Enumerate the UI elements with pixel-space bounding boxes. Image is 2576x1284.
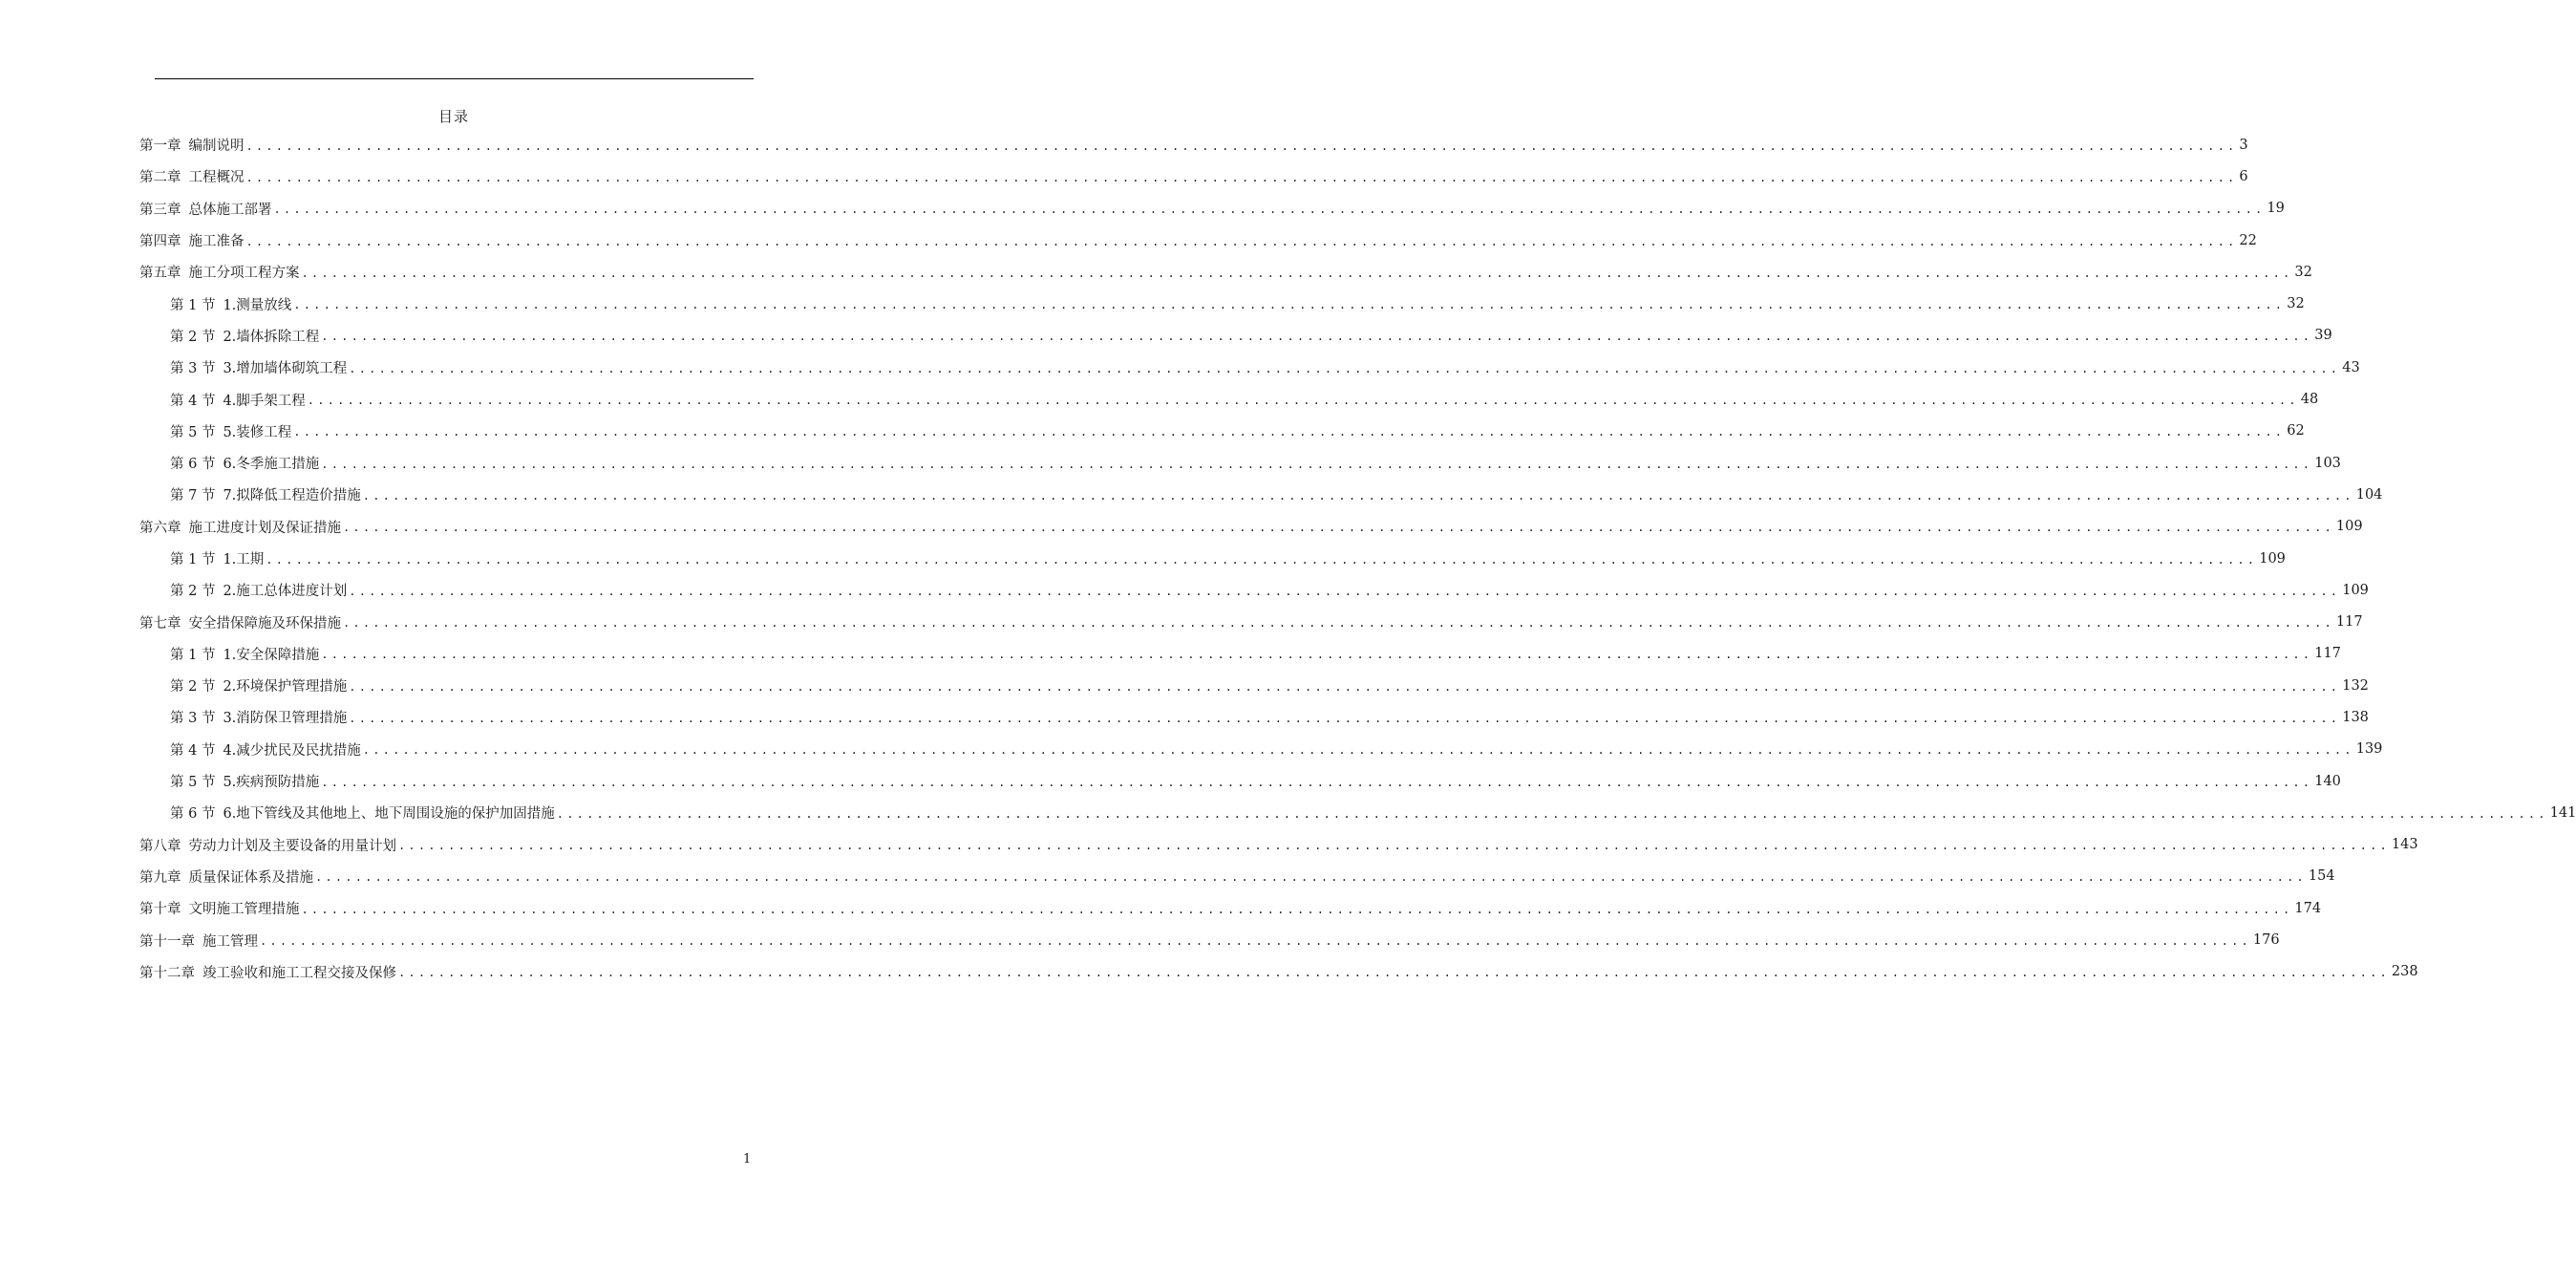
toc-entry-label — [139, 835, 396, 855]
toc-entry-prefix: 第五章 — [139, 266, 181, 282]
toc-entry-label — [170, 771, 319, 791]
toc-chapter-entry[interactable] — [139, 924, 2280, 955]
toc-section-entry[interactable] — [139, 765, 2341, 797]
toc-entry-page: 39 — [2314, 328, 2332, 344]
page-number: 1 — [743, 1152, 752, 1166]
toc-entry-page: 143 — [2391, 837, 2418, 853]
toc-dot-leader: ........................................................................................................................................................................................................ — [307, 394, 2299, 408]
toc-entry-label — [139, 166, 245, 186]
header-rule — [155, 78, 754, 79]
toc-chapter-entry[interactable] — [139, 606, 2363, 637]
toc-title: 目录 — [437, 108, 469, 125]
toc-entry-prefix: 第一章 — [139, 139, 181, 155]
toc-entry-page: 6 — [2239, 168, 2248, 184]
toc-entry-page: 32 — [2294, 264, 2312, 280]
toc-dot-leader: ........................................................................................................................................................................................................ — [266, 552, 2258, 567]
toc-entry-page: 109 — [2335, 519, 2363, 535]
toc-section-entry[interactable] — [139, 288, 2305, 319]
toc-dot-leader: ........................................................................................................................................................................................................ — [321, 775, 2313, 789]
toc-dot-leader: ........................................................................................................................................................................................................ — [362, 488, 2354, 503]
toc-entry-page: 154 — [2308, 868, 2335, 885]
toc-entry-title: 施工管理 — [202, 933, 258, 950]
toc-entry-prefix: 第三章 — [139, 202, 181, 218]
toc-entry-label — [139, 135, 245, 155]
toc-entry-prefix: 第 3 节 — [170, 711, 216, 727]
toc-section-entry[interactable] — [139, 320, 2332, 352]
toc-entry-title: 安全措保障施及环保措施 — [188, 615, 341, 631]
toc-entry-page: 117 — [2335, 614, 2363, 631]
toc-entry-title: 施工进度计划及保证措施 — [188, 520, 341, 536]
toc-entry-page: 48 — [2300, 392, 2319, 408]
toc-dot-leader: ........................................................................................................................................................................................................ — [343, 521, 2334, 535]
toc-dot-leader: ........................................................................................................................................................................................................ — [245, 234, 2238, 248]
toc-entry-label — [170, 802, 555, 823]
toc-entry-label — [170, 326, 319, 346]
toc-entry-title: 5.疾病预防措施 — [223, 775, 320, 791]
toc-entry-label — [170, 357, 347, 377]
toc-entry-prefix: 第 5 节 — [170, 775, 216, 791]
toc-entry-page: 19 — [2267, 201, 2285, 217]
toc-entry-title: 劳动力计划及主要设备的用量计划 — [188, 838, 396, 854]
toc-dot-leader: ........................................................................................................................................................................................................ — [398, 839, 2390, 853]
toc-entry-label — [170, 484, 361, 504]
toc-entry-page: 104 — [2355, 486, 2383, 503]
toc-entry-prefix: 第七章 — [139, 615, 181, 631]
toc-entry-title: 竣工验收和施工工程交接及保修 — [202, 965, 396, 981]
toc-entry-title: 6.地下管线及其他地上、地下周围设施的保护加固措施 — [223, 806, 555, 823]
toc-entry-label — [139, 931, 258, 951]
toc-entry-title: 1.测量放线 — [223, 297, 292, 313]
toc-section-entry[interactable] — [139, 734, 2383, 765]
toc-entry-page: 174 — [2294, 900, 2322, 916]
toc-dot-leader: ........................................................................................................................................................................................................ — [301, 266, 2293, 280]
toc-entry-title: 工程概况 — [188, 170, 245, 186]
toc-entry-page: 22 — [2239, 232, 2257, 248]
toc-entry-label — [139, 230, 245, 250]
toc-entry-page: 43 — [2342, 359, 2360, 375]
toc-section-entry[interactable] — [139, 574, 2369, 606]
toc-dot-leader: ........................................................................................................................................................................................................ — [349, 711, 2341, 725]
toc-entry-prefix: 第十一章 — [139, 933, 195, 950]
toc-entry-prefix: 第 6 节 — [170, 806, 216, 823]
toc-entry-prefix: 第 2 节 — [170, 584, 216, 600]
toc-dot-leader: ........................................................................................................................................................................................................ — [260, 934, 2251, 949]
toc-entry-title: 质量保证体系及措施 — [188, 869, 313, 886]
toc-entry-prefix: 第 4 节 — [170, 742, 216, 759]
toc-dot-leader: ........................................................................................................................................................................................................ — [315, 870, 2307, 885]
toc-dot-leader: ........................................................................................................................................................................................................ — [362, 743, 2354, 758]
toc-dot-leader: ........................................................................................................................................................................................................ — [321, 648, 2313, 662]
toc-chapter-entry[interactable] — [139, 511, 2363, 543]
toc-entry-label — [139, 262, 300, 282]
toc-entry-page: 117 — [2314, 646, 2341, 662]
toc-chapter-entry[interactable] — [139, 829, 2418, 861]
toc-entry-label — [139, 199, 272, 219]
toc-entry-label — [170, 739, 361, 760]
toc-section-entry[interactable] — [139, 383, 2319, 415]
toc-dot-leader: ........................................................................................................................................................................................................ — [273, 203, 2266, 217]
toc-entry-title: 3.增加墙体砌筑工程 — [223, 361, 348, 377]
toc-entry-prefix: 第 1 节 — [170, 552, 216, 567]
toc-entry-prefix: 第八章 — [139, 838, 181, 854]
toc-section-entry[interactable] — [139, 670, 2369, 701]
toc-dot-leader: ........................................................................................................................................................................................................ — [245, 139, 2238, 153]
toc-entry-title: 文明施工管理措施 — [188, 902, 300, 918]
toc-entry-label — [170, 675, 347, 696]
toc-dot-leader: ........................................................................................................................................................................................................ — [321, 330, 2313, 344]
toc-chapter-entry[interactable] — [139, 225, 2257, 256]
toc-entry-page: 109 — [2342, 582, 2369, 598]
toc-entry-title: 1.工期 — [223, 552, 265, 567]
toc-entry-title: 施工准备 — [188, 234, 245, 250]
toc-entry-label — [139, 517, 341, 537]
toc-entry-title: 施工分项工程方案 — [188, 266, 300, 282]
toc-entry-prefix: 第 3 节 — [170, 361, 216, 377]
toc-entry-title: 总体施工部署 — [188, 202, 272, 218]
toc-chapter-entry[interactable] — [139, 892, 2322, 924]
toc-dot-leader: ........................................................................................................................................................................................................ — [293, 298, 2286, 312]
toc-entry-prefix: 第 2 节 — [170, 679, 216, 696]
toc-entry-prefix: 第 7 节 — [170, 488, 216, 504]
toc-entry-label — [139, 867, 313, 887]
toc-entry-page: 109 — [2259, 550, 2286, 567]
toc-entry-prefix: 第 5 节 — [170, 424, 216, 440]
toc-dot-leader: ........................................................................................................................................................................................................ — [293, 425, 2286, 439]
toc-entry-page: 32 — [2287, 296, 2305, 312]
toc-entry-label — [170, 548, 264, 568]
toc-chapter-entry[interactable] — [139, 160, 2248, 192]
toc-entry-page: 140 — [2314, 773, 2341, 789]
toc-entry-prefix: 第九章 — [139, 869, 181, 886]
toc-entry-page: 141 — [2549, 804, 2576, 821]
toc-chapter-entry[interactable] — [139, 956, 2418, 988]
toc-dot-leader: ........................................................................................................................................................................................................ — [556, 806, 2548, 821]
toc-entry-title: 2.环境保护管理措施 — [223, 679, 348, 696]
toc-entry-prefix: 第 1 节 — [170, 297, 216, 313]
toc-section-entry[interactable] — [139, 416, 2305, 447]
toc-dot-leader: ........................................................................................................................................................................................................ — [343, 616, 2334, 631]
toc-entry-title: 5.装修工程 — [223, 424, 292, 440]
toc-entry-title: 2.施工总体进度计划 — [223, 584, 348, 600]
toc-entry-prefix: 第二章 — [139, 170, 181, 186]
toc-chapter-entry[interactable] — [139, 256, 2312, 288]
toc-entry-prefix: 第十章 — [139, 902, 181, 918]
toc-entry-prefix: 第十二章 — [139, 965, 195, 981]
toc-entry-page: 3 — [2239, 137, 2248, 153]
toc-dot-leader: ........................................................................................................................................................................................................ — [349, 584, 2341, 598]
toc-section-entry[interactable] — [139, 479, 2383, 510]
toc-entry-title: 4.脚手架工程 — [223, 393, 306, 409]
toc-dot-leader: ........................................................................................................................................................................................................ — [349, 361, 2341, 375]
toc-entry-prefix: 第 6 节 — [170, 457, 216, 473]
toc-chapter-entry[interactable] — [139, 129, 2248, 160]
toc-entry-page: 176 — [2252, 932, 2280, 949]
toc-entry-page: 138 — [2342, 709, 2369, 725]
toc-entry-prefix: 第 2 节 — [170, 329, 216, 345]
toc-dot-leader: ........................................................................................................................................................................................................ — [321, 457, 2313, 471]
toc-entry-page: 62 — [2287, 423, 2305, 439]
toc-entry-title: 7.拟降低工程造价措施 — [223, 488, 361, 504]
toc-entry-prefix: 第六章 — [139, 520, 181, 536]
toc-entry-label — [139, 962, 396, 982]
toc-entry-title: 3.消防保卫管理措施 — [223, 711, 348, 727]
toc-entry-page: 132 — [2342, 677, 2369, 694]
toc-entry-page: 139 — [2355, 741, 2383, 758]
toc-section-entry[interactable] — [139, 638, 2341, 670]
toc-entry-title: 6.冬季施工措施 — [223, 457, 320, 473]
toc-entry-prefix: 第 1 节 — [170, 647, 216, 663]
toc-chapter-entry[interactable] — [139, 861, 2335, 892]
toc-entry-page: 103 — [2314, 455, 2341, 471]
toc-entry-label — [170, 294, 291, 314]
toc-section-entry[interactable] — [139, 352, 2360, 383]
toc-entry-title: 编制说明 — [188, 139, 245, 155]
toc-entry-prefix: 第四章 — [139, 234, 181, 250]
toc-entry-title: 4.减少扰民及民扰措施 — [223, 742, 361, 759]
toc-entry-prefix: 第 4 节 — [170, 393, 216, 409]
toc-entry-title: 2.墙体拆除工程 — [223, 329, 320, 345]
toc-dot-leader: ........................................................................................................................................................................................................ — [349, 679, 2341, 694]
toc-entry-label — [170, 453, 319, 473]
toc-dot-leader: ........................................................................................................................................................................................................ — [301, 902, 2293, 916]
toc-entry-label — [139, 898, 300, 918]
toc-entry-label — [170, 580, 347, 600]
toc-dot-leader: ........................................................................................................................................................................................................ — [245, 170, 2238, 184]
toc-entry-label — [170, 421, 291, 441]
table-of-contents — [139, 129, 2576, 988]
toc-entry-label — [139, 612, 341, 632]
toc-entry-label — [170, 707, 347, 727]
toc-section-entry[interactable] — [139, 797, 2576, 828]
toc-entry-label — [170, 644, 319, 664]
toc-dot-leader: ........................................................................................................................................................................................................ — [398, 966, 2390, 980]
toc-entry-label — [170, 390, 306, 410]
toc-section-entry[interactable] — [139, 701, 2369, 733]
toc-section-entry[interactable] — [139, 543, 2286, 574]
toc-chapter-entry[interactable] — [139, 193, 2285, 225]
toc-entry-page: 238 — [2391, 964, 2418, 980]
toc-entry-title: 1.安全保障措施 — [223, 647, 320, 663]
toc-section-entry[interactable] — [139, 447, 2341, 479]
